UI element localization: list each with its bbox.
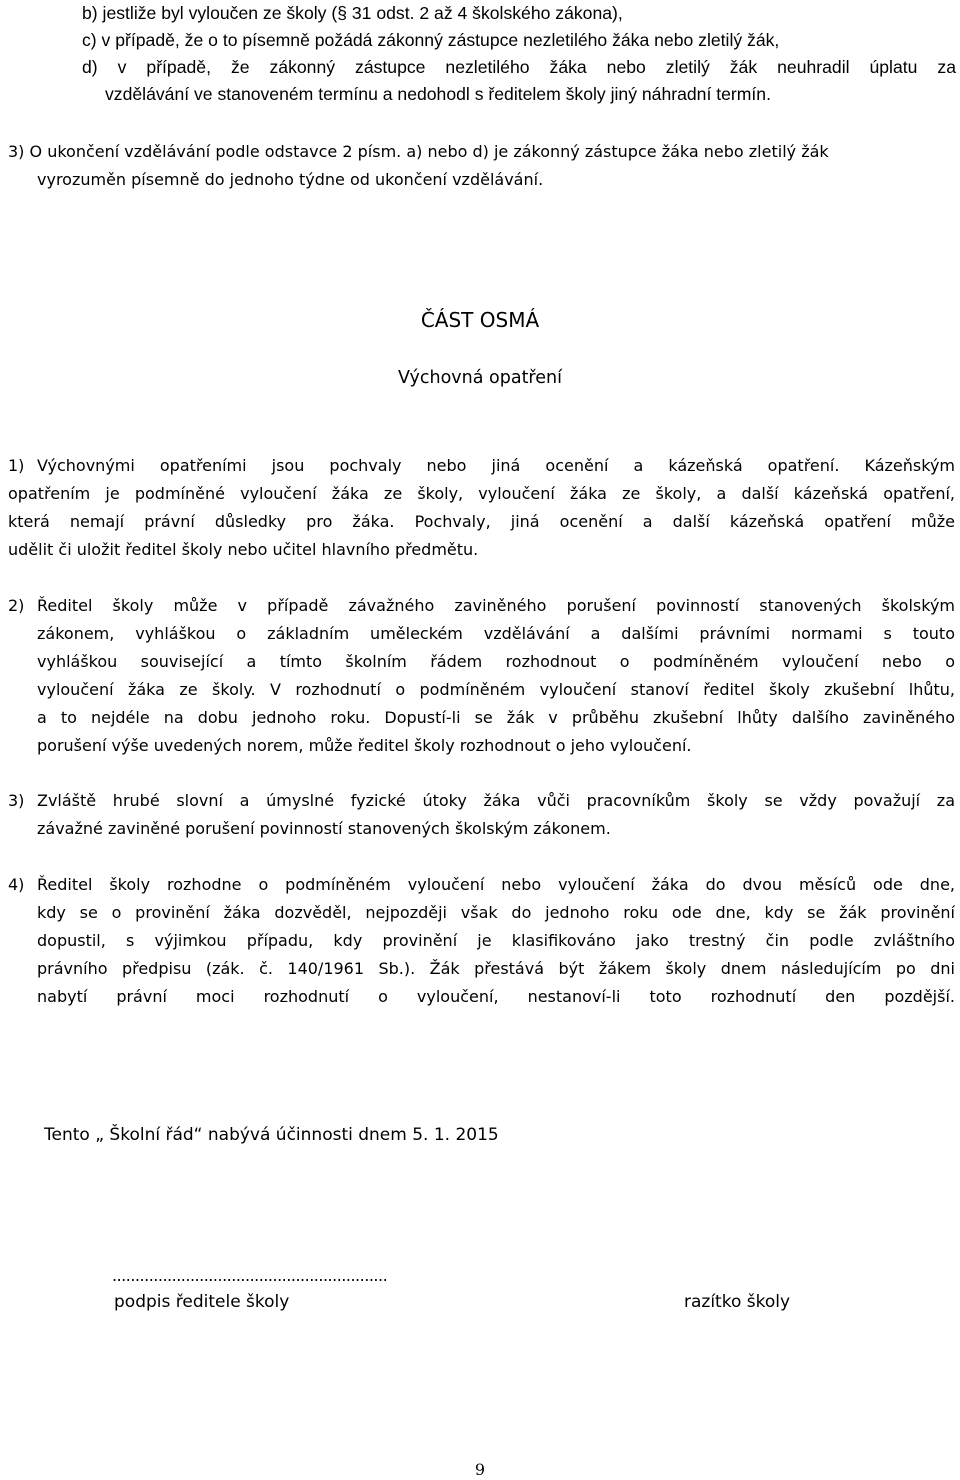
paragraph-line: a to nejdéle na dobu jednoho roku. Dopustí-li se žák v průběhu zkušební lhůty dalšího zaviněného — [37, 708, 955, 727]
page-number: 9 — [474, 1460, 486, 1479]
paragraph-line: Ředitel školy může v případě závažného zaviněného porušení povinností stanovených školským — [37, 596, 955, 615]
paragraph-3-line2: vyrozuměn písemně do jednoho týdne od ukončení vzdělávání. — [37, 170, 544, 189]
section-title: ČÁST OSMÁ — [420, 308, 540, 332]
section-subtitle: Výchovná opatření — [398, 368, 562, 388]
paragraph-line: vyloučení žáka ze školy. V rozhodnutí o podmíněném vyloučení stanoví ředitel školy zkušební lhůtu, — [37, 680, 955, 699]
school-stamp-label: razítko školy — [684, 1292, 791, 1312]
paragraph-line: porušení výše uvedených norem, může ředitel školy rozhodnout o jeho vyloučení. — [37, 736, 692, 755]
paragraph-line: udělit či uložit ředitel školy nebo učitel hlavního předmětu. — [8, 540, 479, 559]
paragraph-number: 1) — [8, 456, 25, 475]
paragraph-line: kdy se o provinění žáka dozvěděl, nejpozději však do jednoho roku ode dne, kdy se žák provinění — [37, 903, 955, 922]
paragraph-line: nabytí právní moci rozhodnutí o vyloučení, nestanoví-li toto rozhodnutí den pozdější. — [37, 987, 955, 1006]
paragraph-line: Zvláště hrubé slovní a úmyslné fyzické útoky žáka vůči pracovníkům školy se vždy považují za — [37, 791, 955, 810]
paragraph-line: Ředitel školy rozhodne o podmíněném vyloučení nebo vyloučení žáka do dvou měsíců ode dne, — [37, 875, 955, 894]
paragraph-body — [8, 452, 955, 564]
paragraph-body — [37, 871, 955, 1011]
director-signature-label: podpis ředitele školy — [114, 1292, 290, 1312]
paragraph-line: opatřením je podmíněné vyloučení žáka ze školy, vyloučení žáka ze školy, a další kázeňská opatření, — [8, 484, 955, 503]
list-item-b: b) jestliže byl vyloučen ze školy (§ 31 odst. 2 až 4 školského zákona), — [82, 3, 623, 23]
list-item-d-line1: d) v případě, že zákonný zástupce nezletilého žáka nebo zletilý žák neuhradil úplatu za — [82, 57, 956, 77]
paragraph-line: závažné zaviněné porušení povinností stanovených školským zákonem. — [37, 819, 611, 838]
effective-date: Tento „ Školní řád“ nabývá účinnosti dnem 5. 1. 2015 — [44, 1125, 499, 1145]
list-item-c: c) v případě, že o to písemně požádá zákonný zástupce nezletilého žáka nebo zletilý žák, — [82, 30, 780, 50]
paragraph-line: vyhláškou související a tímto školním řádem rozhodnout o podmíněném vyloučení nebo o — [37, 652, 955, 671]
paragraph-line: dopustil, s výjimkou případu, kdy provinění je klasifikováno jako trestný čin podle zvláštního — [37, 931, 955, 950]
paragraph-line: která nemají právní důsledky pro žáka. Pochvaly, jiná ocenění a další kázeňská opatření může — [8, 512, 955, 531]
list-item-d-line2: vzdělávání ve stanoveném termínu a nedohodl s ředitelem školy jiný náhradní termín. — [105, 84, 771, 104]
paragraph-number: 4) — [8, 875, 25, 894]
paragraph-number: 2) — [8, 596, 25, 615]
paragraph-line: zákonem, vyhláškou o základním uměleckém vzdělávání a dalšími právními normami s touto — [37, 624, 955, 643]
paragraph-3-line1: 3) O ukončení vzdělávání podle odstavce 2 písm. a) nebo d) je zákonný zástupce žáka nebo zletilý žák — [8, 142, 829, 161]
signature-dots: ............................................................ — [112, 1266, 388, 1285]
paragraph-body — [37, 787, 955, 843]
paragraph-number: 3) — [8, 791, 25, 810]
paragraph-line: Výchovnými opatřeními jsou pochvaly nebo jiná ocenění a kázeňská opatření. Kázeňským — [37, 456, 955, 475]
paragraph-body — [37, 592, 955, 760]
paragraph-line: právního předpisu (zák. č. 140/1961 Sb.). Žák přestává být žákem školy dnem následujícím po dni — [37, 959, 955, 978]
